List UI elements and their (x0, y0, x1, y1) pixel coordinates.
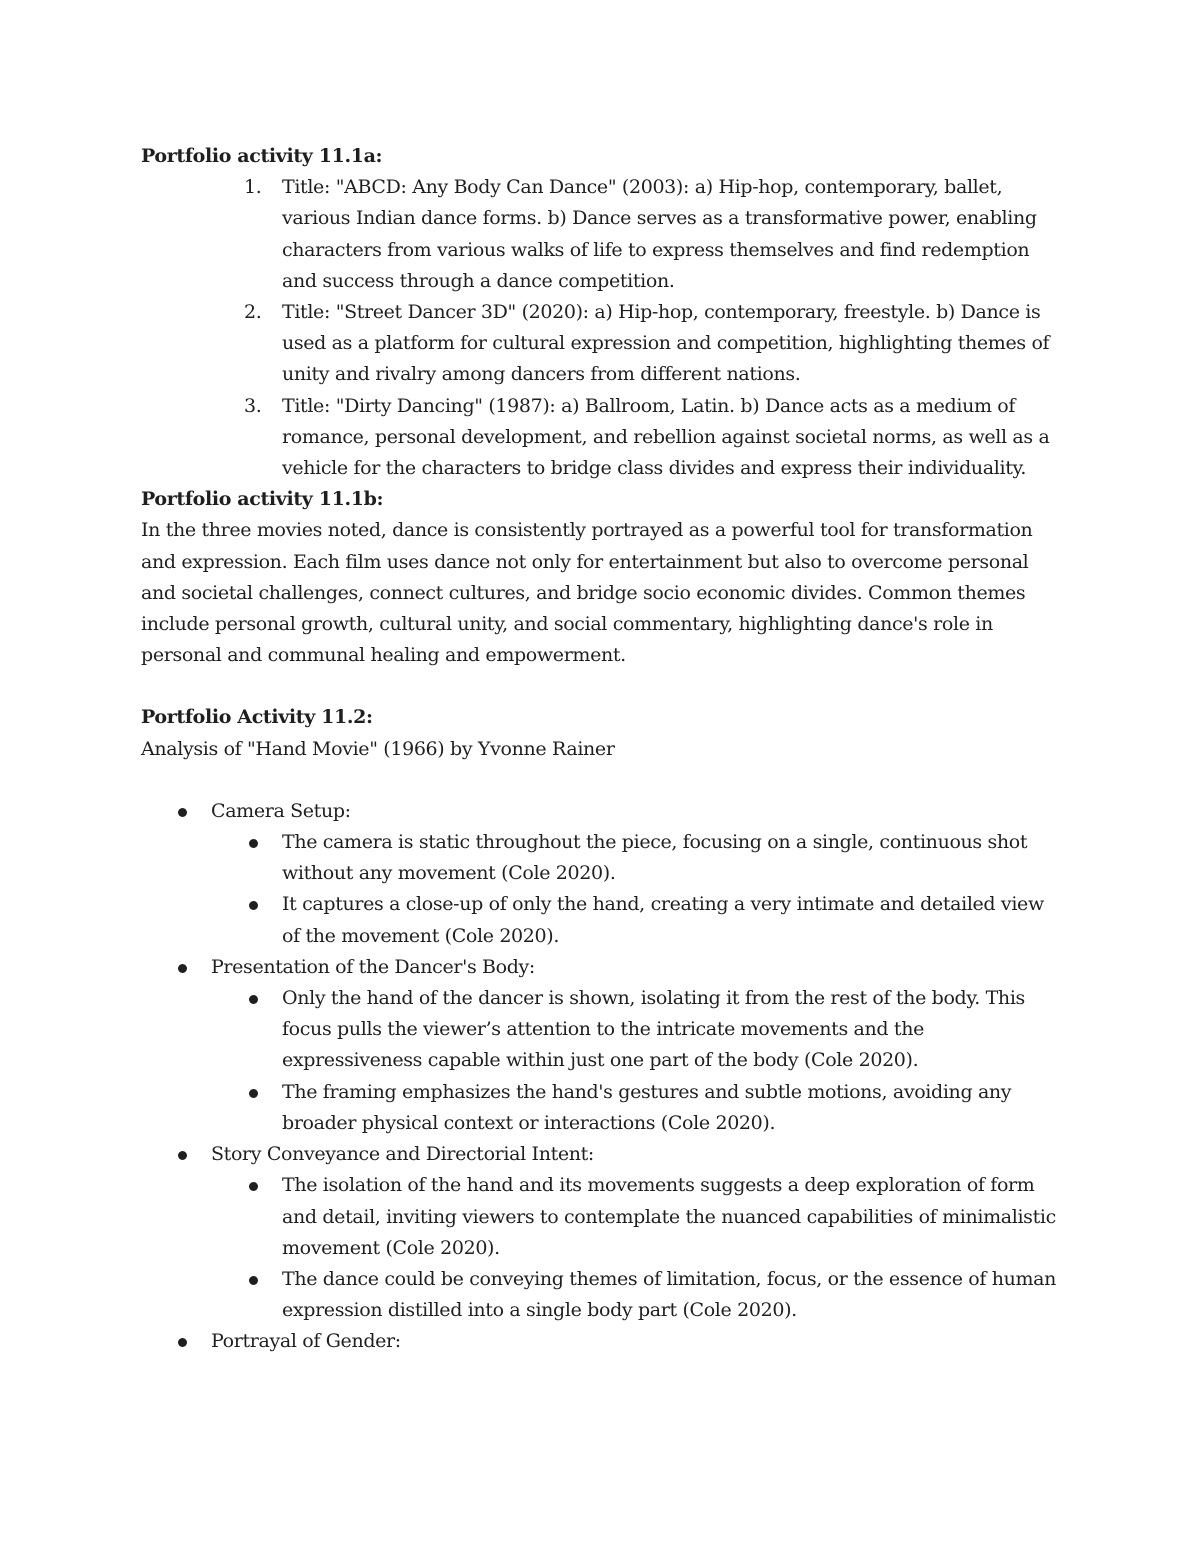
sub-item (211, 1264, 1061, 1326)
section-label: Camera Setup: (211, 799, 351, 822)
bullet-icon (249, 839, 258, 848)
activity-11-2-subtitle: Analysis of "Hand Movie" (1966) by Yvonne Rainer (141, 737, 615, 760)
document-content (141, 141, 1061, 1358)
section-label: Presentation of the Dancer's Body: (211, 955, 535, 978)
bullet-icon (178, 1151, 187, 1160)
bullet-icon (249, 1276, 258, 1285)
sub-list (211, 983, 1061, 1139)
section-item (141, 952, 1061, 1139)
blank-line (141, 671, 1061, 702)
section-item (141, 1139, 1061, 1326)
list-item-text: Title: "ABCD: Any Body Can Dance" (2003): a) Hip-hop, contemporary, ballet, various Indian dance forms. b) Dance serves as a transformative power, enabling characters from various walks of life to express themselves and find redemption and success through a dance competition. (282, 176, 1037, 292)
bullet-icon (249, 901, 258, 910)
list-item (141, 297, 1061, 391)
list-number: 2. (244, 301, 262, 324)
bullet-icon (249, 1089, 258, 1098)
sub-list (211, 827, 1061, 952)
list-item (141, 391, 1061, 485)
sub-item-text: Only the hand of the dancer is shown, isolating it from the rest of the body. This focus pulls the viewer’s attention to the intricate movements and the expressiveness capable within just one part of the body (Cole 2020). (282, 987, 1025, 1072)
section-item (141, 1326, 1061, 1357)
list-item-text: Title: "Street Dancer 3D" (2020): a) Hip-hop, contemporary, freestyle. b) Dance is used as a platform for cultural expression and competition, highlighting themes of unity and rivalry among dancers from different nations. (282, 301, 1050, 386)
section-label: Portrayal of Gender: (211, 1330, 401, 1353)
bullet-icon (178, 808, 187, 817)
bullet-icon (178, 964, 187, 973)
bullet-icon (249, 995, 258, 1004)
blank-line (141, 765, 1061, 796)
bullet-icon (249, 1182, 258, 1191)
sub-item-text: The dance could be conveying themes of limitation, focus, or the essence of human expression distilled into a single body part (Cole 2020). (282, 1267, 1057, 1322)
activity-11-2-heading: Portfolio Activity 11.2: (141, 706, 373, 729)
activity-11-1b-heading: Portfolio activity 11.1b: (141, 488, 384, 511)
sub-item-text: It captures a close-up of only the hand, creating a very intimate and detailed view of the movement (Cole 2020). (282, 893, 1044, 947)
section-item (141, 796, 1061, 952)
activity-11-1b-paragraph: In the three movies noted, dance is consistently portrayed as a powerful tool for transformation and expression. Each film uses dance not only for entertainment but also to overcome personal and societal challenges, connect cultures, and bridge socio economic divides. Common themes include personal growth, cultural unity, and social commentary, highlighting dance's role in personal and communal healing and empowerment. (141, 519, 1033, 667)
list-number: 3. (244, 394, 262, 417)
list-item (141, 172, 1061, 297)
bullet-icon (178, 1338, 187, 1347)
sub-item (211, 1170, 1061, 1264)
sub-item (211, 1077, 1061, 1139)
list-number: 1. (244, 176, 262, 199)
sub-item-text: The camera is static throughout the piece, focusing on a single, continuous shot without any movement (Cole 2020). (282, 831, 1028, 885)
section-label: Story Conveyance and Directorial Intent: (211, 1143, 594, 1166)
analysis-list (141, 796, 1061, 1358)
sub-item-text: The isolation of the hand and its movements suggests a deep exploration of form and detail, inviting viewers to contemplate the nuanced capabilities of minimalistic movement (Cole 2020). (282, 1174, 1056, 1259)
movie-list (141, 172, 1061, 484)
sub-item (211, 889, 1061, 951)
sub-item-text: The framing emphasizes the hand's gestures and subtle motions, avoiding any broader physical context or interactions (Cole 2020). (282, 1080, 1012, 1134)
list-item-text: Title: "Dirty Dancing" (1987): a) Ballroom, Latin. b) Dance acts as a medium of romance, personal development, and rebellion against societal norms, as well as a vehicle for the characters to bridge class divides and express their individuality. (282, 394, 1050, 480)
activity-11-1a-heading: Portfolio activity 11.1a: (141, 145, 383, 167)
sub-list (211, 1170, 1061, 1326)
sub-item (211, 827, 1061, 889)
sub-item (211, 983, 1061, 1077)
